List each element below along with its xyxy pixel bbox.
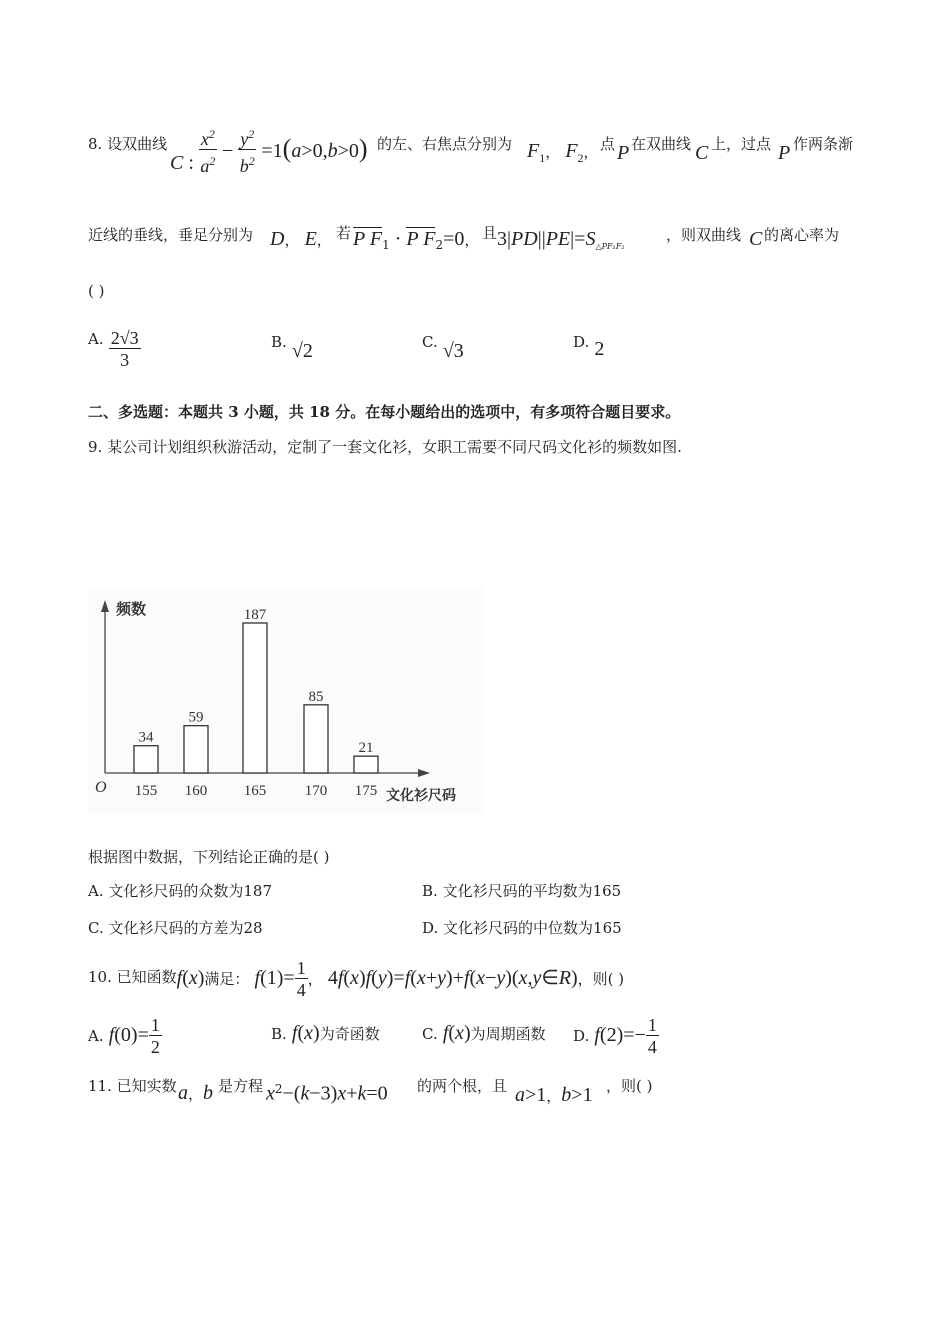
q10-option-d[interactable]: D. f(2)=− $\frac{1}{4}$ <box>573 1015 657 1057</box>
bar-value-label: 187 <box>243 607 267 623</box>
option-text: 文化衫尺码的方差为28 <box>108 919 263 937</box>
y-axis-label: 频数 <box>116 600 147 618</box>
q8-line1-end: 作两条渐 <box>793 135 854 153</box>
option-text: 文化衫尺码的平均数为165 <box>442 882 622 900</box>
option-label: C. <box>422 1025 438 1043</box>
q9-option-d[interactable] <box>422 917 622 938</box>
q8-foci-text <box>377 133 512 154</box>
q8-line2-end: ，则双曲线 <box>666 226 742 244</box>
q11-var-a: a <box>178 1082 188 1104</box>
q8-and: 且 <box>482 224 498 242</box>
q8-foot-E: E <box>304 228 317 250</box>
q8-curve-C: C <box>695 142 709 164</box>
q8-option-a[interactable] <box>88 328 141 371</box>
option-label: C. <box>422 333 438 351</box>
q9-stem: 9. 某公司计划组织秋游活动，定制了一套文化衫，女职工需要不同尺码文化衫的频数如图. <box>88 438 682 456</box>
option-label: D. <box>573 333 590 351</box>
bar-value-label: 85 <box>308 688 324 705</box>
q10-stem: 10. 已知函数f(x)满足： f(1)= $\frac{1}{4}$ ， 4f(x)f(y)=f(x+y)+f(x−y)(x,y∈R)，则( ) <box>88 958 625 1000</box>
bar-value-label: 59 <box>188 709 204 726</box>
bar <box>304 705 328 773</box>
q9-option-c[interactable] <box>88 917 263 938</box>
q10-option-c[interactable]: C. f(x)为周期函数 <box>422 1022 546 1044</box>
q8-dot-product-eq: P $F_1 \cdot P$ $F_2=0$， <box>353 228 480 253</box>
option-label: B. <box>271 1025 287 1043</box>
option-label: D. <box>573 1027 590 1045</box>
q11-is-root: 是方程 <box>218 1077 264 1095</box>
q8-foci-label: 的左、右焦点分别为 <box>377 135 513 153</box>
q8-line2-prefix: 近线的垂线，垂足分别为 <box>88 226 254 244</box>
q10-then: ，则( ) <box>577 970 625 988</box>
frequency-bar-chart <box>88 588 483 813</box>
q11-two-roots: 的两个根，且 <box>417 1077 508 1095</box>
q11-variables: a，b <box>178 1082 214 1104</box>
option-label: A. <box>88 330 104 348</box>
q10-option-a[interactable]: A. f(0)= $\frac{1}{2}$ <box>88 1015 160 1057</box>
x-tick-labels <box>135 783 378 799</box>
bar <box>243 623 267 773</box>
q8-curve-C2: C <box>749 228 763 250</box>
q11-then: ，则( ) <box>606 1077 653 1095</box>
q10-option-b[interactable]: B. f(x)为奇函数 <box>271 1022 380 1044</box>
q8-option-c[interactable] <box>422 330 464 362</box>
x-tick-label: 175 <box>354 783 378 799</box>
option-label: D. <box>422 919 439 937</box>
q10-satisfies: 满足： <box>204 970 250 988</box>
q8-area-eq: $3|PD||PE|=S_{\triangle PF_1F_2}$ <box>497 228 625 252</box>
x-axis-label: 文化衫尺码 <box>386 788 456 804</box>
q8-answer-blank: ( ) <box>88 282 105 300</box>
bars <box>134 623 378 773</box>
bar <box>134 746 158 773</box>
q8-through-point: 上，过点 <box>711 135 772 153</box>
q8-option-b[interactable] <box>271 330 313 362</box>
origin-label: O <box>95 779 107 796</box>
q8-feet-symbols: D， E， <box>270 228 332 250</box>
q8-line2-tail: 的离心率为 <box>764 226 840 244</box>
option-label: B. <box>422 882 438 900</box>
q8-if: 若 <box>336 224 352 242</box>
option-label: A. <box>88 1027 104 1045</box>
q8-area-subscript: △PF₁F₂ <box>595 242 625 252</box>
q8-foot-D: D <box>270 228 285 250</box>
x-tick-label: 160 <box>184 783 208 799</box>
x-tick-label: 165 <box>243 783 267 799</box>
bar <box>184 726 208 773</box>
q10-prefix: 10. 已知函数 <box>88 968 177 986</box>
q8-option-d[interactable] <box>573 330 605 360</box>
q8-on-curve: 在双曲线 <box>631 135 692 153</box>
q11-prefix: 11. 已知实数 <box>88 1077 177 1095</box>
q8-point-P2: P <box>778 142 791 164</box>
q11-var-b: b <box>203 1082 214 1104</box>
q8-option-c-value: √3 <box>442 340 464 362</box>
q8-option-d-value: 2 <box>594 338 605 360</box>
option-label: C. <box>88 919 104 937</box>
q8-point-P: P <box>617 142 630 164</box>
q8-option-a-value: $\frac{2√3}{3}$ <box>110 328 139 370</box>
q9-option-b[interactable] <box>422 880 621 901</box>
q11-conditions: a>1，b>1 <box>515 1084 593 1106</box>
q8-point-label: 点 <box>600 135 616 153</box>
bar-value-label: 34 <box>138 729 154 746</box>
q8-foci-symbols: $F_1$， $F_2$， <box>527 140 599 165</box>
q9-question: 根据图中数据，下列结论正确的是( ) <box>88 848 330 866</box>
q8-hyperbola-equation: C : $\frac{x^2}{a^2}$ − $\frac{y^2}{b^2}$ =1(a>0,b>0) <box>170 124 368 177</box>
section-heading: 二、多选题：本题共 3 小题，共 18 分。在每小题给出的选项中，有多项符合题目要求。 <box>88 403 681 421</box>
q8-option-b-value: √2 <box>291 340 313 362</box>
bar <box>354 756 378 773</box>
x-tick-label: 155 <box>134 783 158 799</box>
q8-line1 <box>88 133 167 154</box>
x-axis-arrow-icon <box>418 769 430 777</box>
x-tick-label: 170 <box>304 783 328 799</box>
bar-value-label: 21 <box>358 740 374 757</box>
chart-svg <box>88 588 483 813</box>
q9-option-a[interactable] <box>88 880 272 901</box>
option-text: 文化衫尺码的众数为187 <box>108 882 273 900</box>
option-text: 文化衫尺码的中位数为165 <box>443 919 622 937</box>
y-axis-arrow-icon <box>101 600 109 612</box>
q8-prefix: 8. 设双曲线 <box>88 135 168 153</box>
option-label: B. <box>271 333 287 351</box>
q11-equation: $x^2-(k-3)x+k=0$ <box>266 1082 388 1105</box>
option-label: A. <box>88 882 104 900</box>
